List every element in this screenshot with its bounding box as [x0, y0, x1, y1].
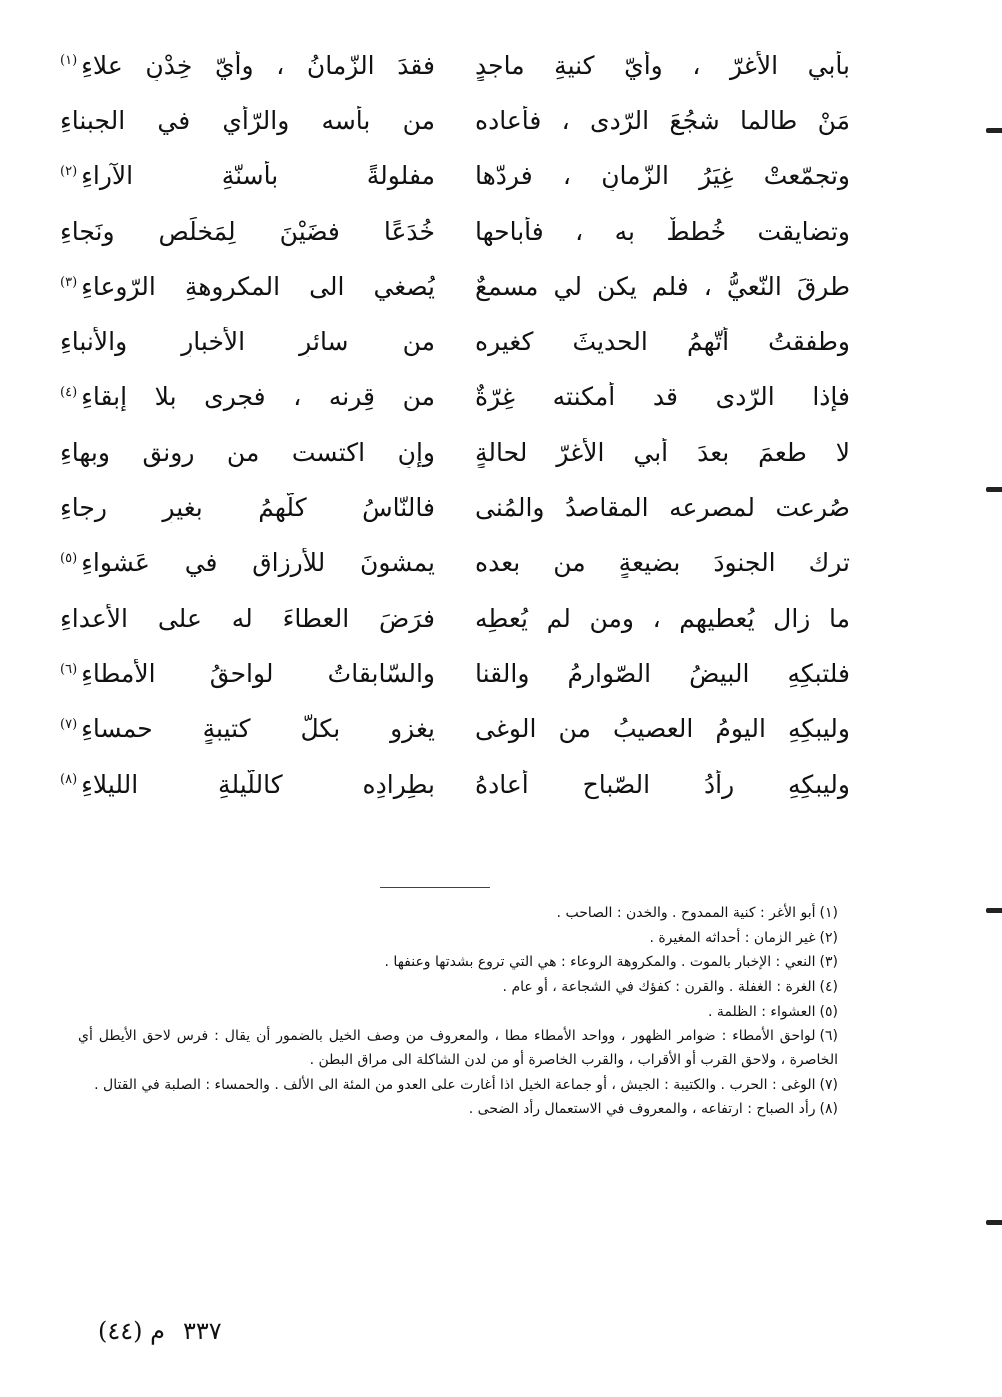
- verse-row: [60, 93, 850, 148]
- verse-second-hemistich-text: يمشونَ للأرزاقِ في عَشواءِ: [81, 548, 435, 578]
- footnote: [78, 927, 838, 951]
- footnote-text: الغرة : الغفلة . والقرن : كفؤك في الشجاعة ، أو عام .: [502, 979, 816, 996]
- footnote-marker: (٧): [60, 716, 78, 732]
- verse-second-hemistich: [60, 161, 435, 191]
- footnote-number: (٥): [819, 1003, 838, 1020]
- verse-second-hemistich: [60, 659, 435, 689]
- verse-second-hemistich: [60, 714, 435, 744]
- footnotes-block: [78, 902, 838, 1292]
- margin-tick: [986, 128, 1002, 133]
- verse-first-hemistich: طرقَ النّعيُّ ، فلم يكن لي مسمعٌ: [475, 271, 850, 301]
- verse-row: [60, 480, 850, 535]
- verse-first-hemistich: وتجمّعتْ غِيَرُ الزّمانِ ، فردّها: [475, 161, 850, 191]
- verse-first-hemistich: وليبكِهِ اليومُ العصيبُ من الوغى: [475, 714, 850, 744]
- footnote-marker: (٥): [60, 550, 78, 566]
- footnote: [78, 1098, 838, 1122]
- signature-mark: م (٤٤): [98, 1317, 166, 1345]
- footnote-marker: (٤): [60, 385, 78, 401]
- margin-tick: [986, 908, 1002, 913]
- verse-row: [60, 425, 850, 480]
- verse-row: [60, 259, 850, 314]
- verse-first-hemistich: ما زال يُعطيهم ، ومن لم يُعطِه: [475, 603, 850, 633]
- verse-second-hemistich: [60, 548, 435, 578]
- verse-second-hemistich-text: فقدَ الزّمانُ ، وأيّ خِدْنِ علاءِ: [81, 50, 435, 80]
- footnote-text: أبو الأغر : كنية الممدوح . والخدن : الصاحب .: [556, 905, 816, 921]
- page-number: ٣٣٧: [183, 1317, 222, 1345]
- footnote-number: (٣): [819, 954, 838, 971]
- verse-second-hemistich: [60, 327, 435, 357]
- verse-first-hemistich: مَنْ طالما شجُعَ الرّدى ، فأعاده: [475, 105, 850, 135]
- footnote: [78, 951, 838, 975]
- verse-second-hemistich-text: مفلولةً بأسنّةِ الآراءِ: [81, 161, 435, 191]
- verse-first-hemistich: وطفقتُ أتّهمُ الحديثَ كغيره: [475, 327, 850, 357]
- verse-second-hemistich-text: بطِرادِه كاللّيلةِ الليلاءِ: [81, 769, 435, 799]
- footnote-marker: (١): [60, 53, 78, 69]
- verse-second-hemistich-text: يغزو بكلّ كتيبةٍ حمساءِ: [81, 714, 435, 744]
- verse-first-hemistich: بأبي الأغرّ ، وأيّ كنيةِ ماجدٍ: [475, 50, 850, 80]
- verse-row: [60, 702, 850, 757]
- verse-second-hemistich: [60, 438, 435, 468]
- poem-block: [60, 38, 850, 868]
- footnote: [78, 976, 838, 1000]
- verse-row: [60, 149, 850, 204]
- verse-first-hemistich: وليبكِهِ رأدُ الصّباحِ أعادهُ: [475, 769, 850, 799]
- verse-row: [60, 591, 850, 646]
- page-footer: [98, 1316, 222, 1346]
- footnote-number: (١): [819, 905, 838, 921]
- verse-second-hemistich-text: فرَضَ العطاءَ له على الأعداءِ: [60, 603, 435, 633]
- footnote-number: (٤): [819, 979, 838, 996]
- verse-second-hemistich: [60, 382, 435, 412]
- verse-second-hemistich-text: وإنِ اكتست من رونقٍ وبهاءِ: [60, 437, 435, 467]
- footnote: [78, 902, 838, 926]
- margin-tick: [986, 1220, 1002, 1225]
- footnote: [78, 1001, 838, 1025]
- footnote-separator: [380, 887, 490, 888]
- footnote: [78, 1074, 838, 1098]
- footnote-number: (٢): [819, 929, 838, 946]
- verse-second-hemistich-text: خُدَعًا فضَيْنَ لِمَخلَصٍ ونَجاءِ: [60, 216, 435, 246]
- verse-first-hemistich: لا طعمَ بعدَ أبي الأغرّ لحالةٍ: [475, 437, 850, 467]
- verse-row: [60, 536, 850, 591]
- verse-second-hemistich: [60, 770, 435, 800]
- footnote-marker: (٦): [60, 661, 78, 677]
- footnote-text: لواحق الأمطاء : ضوامر الظهور ، وواحد الأمطاء مطا ، والمعروف من وصف الخيل بالضمور أن يقال : فرس لاحق الأيطل أي الخاصرة ، ولاحق القرب أو الأقراب ، والقرب الخاصرة أو من لدن الشاكلة الى مراق البطن .: [78, 1028, 838, 1068]
- verse-row: [60, 370, 850, 425]
- verse-row: [60, 204, 850, 259]
- verse-first-hemistich: صُرعت لمصرعه المقاصدُ والمُنى: [475, 493, 850, 523]
- verse-first-hemistich: فلتبكِهِ البيضُ الصّوارمُ والقنا: [475, 658, 850, 688]
- verse-second-hemistich-text: والسّابقاتُ لواحقُ الأمطاءِ: [81, 658, 435, 688]
- footnote-number: (٨): [819, 1101, 838, 1118]
- footnote-marker: (٣): [60, 274, 78, 290]
- verse-second-hemistich: [60, 604, 435, 634]
- footnote-number: (٧): [819, 1076, 838, 1093]
- footnote-text: غير الزمان : أحداثه المغيرة .: [649, 929, 816, 946]
- footnote-text: رأد الصباح : ارتفاعه ، والمعروف في الاستعمال رأد الضحى .: [468, 1101, 816, 1118]
- verse-first-hemistich: ترك الجنودَ بضيعةٍ من بعده: [475, 548, 850, 578]
- footnote-text: النعي : الإخبار بالموت . والمكروهة الروعاء : هي التي تروع بشدتها وعنفها .: [384, 954, 816, 971]
- verse-row: [60, 757, 850, 812]
- verse-first-hemistich: وتضايقت خُططٌ به ، فأباحها: [475, 216, 850, 246]
- verse-second-hemistich: [60, 106, 435, 136]
- verse-second-hemistich: [60, 272, 435, 302]
- footnote-marker: (٨): [60, 772, 78, 788]
- verse-row: [60, 38, 850, 93]
- verse-row: [60, 314, 850, 369]
- footnote-number: (٦): [819, 1028, 838, 1045]
- verse-first-hemistich: فإذا الرّدى قد أمكنته غِرّةٌ: [475, 382, 850, 412]
- verse-second-hemistich: [60, 493, 435, 523]
- verse-second-hemistich-text: من بأسه والرّأي في الجبناءِ: [60, 105, 435, 135]
- footnote: [78, 1025, 838, 1072]
- verse-second-hemistich: [60, 217, 435, 247]
- verse-second-hemistich-text: من سائرِ الأخبارِ والأنباءِ: [60, 327, 435, 357]
- verse-second-hemistich-text: فالنّاسُ كلُّهمُ بغيرِ رجاءِ: [60, 493, 435, 523]
- verse-second-hemistich: [60, 51, 435, 81]
- verse-second-hemistich-text: من قِرنه ، فجرى بلا إبقاءِ: [81, 382, 435, 412]
- verse-row: [60, 646, 850, 701]
- footnote-text: العشواء : الظلمة .: [708, 1003, 816, 1020]
- footnote-text: الوغى : الحرب . والكتيبة : الجيش ، أو جماعة الخيل اذا أغارت على العدو من المئة الى الألف . والحمساء : الصلبة في القتال .: [94, 1076, 816, 1093]
- verse-second-hemistich-text: يُصغي الى المكروهةِ الرّوعاءِ: [81, 271, 435, 301]
- margin-tick: [986, 487, 1002, 492]
- footnote-marker: (٢): [60, 163, 78, 179]
